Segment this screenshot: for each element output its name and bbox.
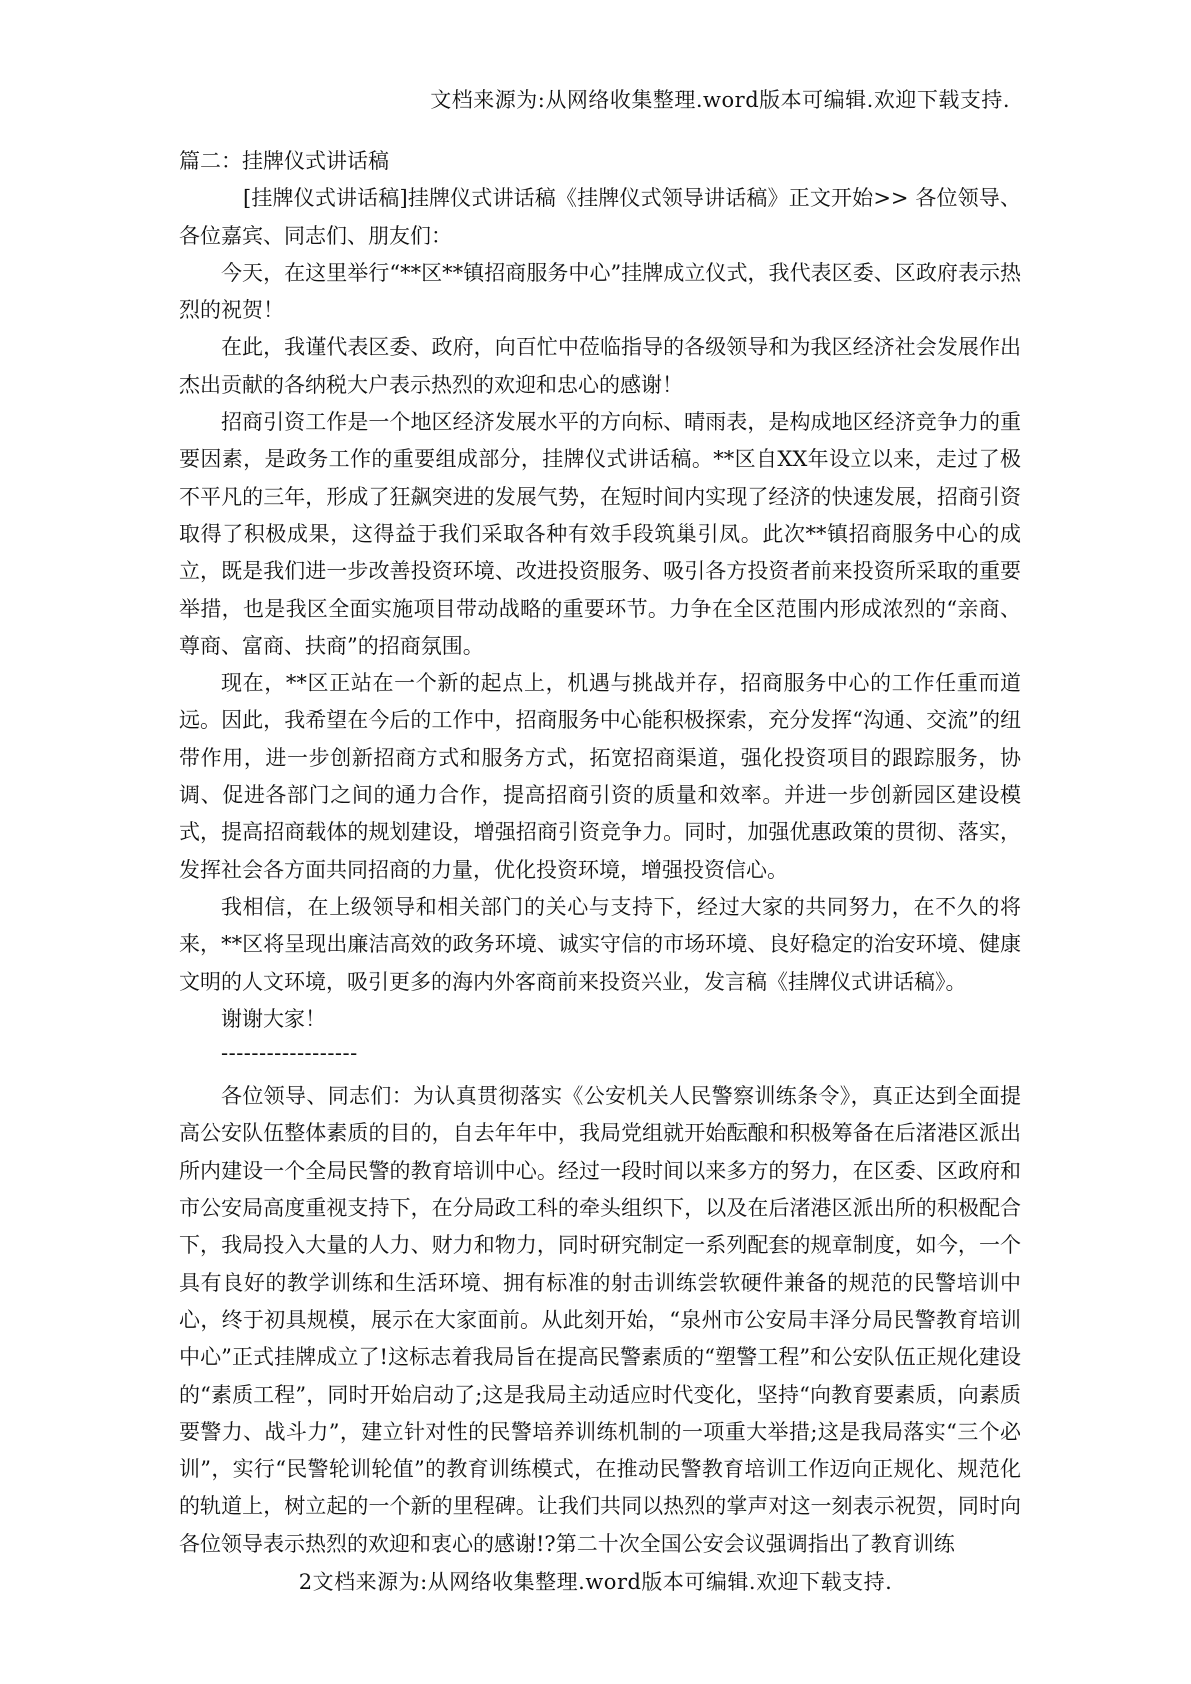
paragraph: 我相信，在上级领导和相关部门的关心与支持下，经过大家的共同努力，在不久的将来，**区将呈现出廉洁高效的政务环境、诚实守信的市场环境、良好稳定的治安环境、健康文明的人文环境，吸引更多的海内外客商前来投资兴业，发言稿《挂牌仪式讲话稿》。	[179, 894, 1021, 994]
paragraph: 现在，**区正站在一个新的起点上，机遇与挑战并存，招商服务中心的工作任重而道远。因此，我希望在今后的工作中，招商服务中心能积极探索，充分发挥“沟通、交流”的纽带作用，进一步创新招商方式和服务方式，拓宽招商渠道，强化投资项目的跟踪服务，协调、促进各部门之间的通力合作，提高招商引资的质量和效率。并进一步创新园区建设模式，提高招商载体的规划建设，增强招商引资竞争力。同时，加强优惠政策的贯彻、落实，发挥社会各方面共同招商的力量，优化投资环境，增强投资信心。	[179, 671, 1021, 882]
page-header	[430, 84, 1010, 114]
page-number: 2	[298, 1570, 313, 1594]
paragraph: 今天，在这里举行“**区**镇招商服务中心”挂牌成立仪式，我代表区委、区政府表示热烈的祝贺！	[179, 260, 1021, 323]
paragraph: 各位领导、同志们：为认真贯彻落实《公安机关人民警察训练条令》，真正达到全面提高公安队伍整体素质的目的，自去年年中，我局党组就开始酝酿和积极筹备在后渚港区派出所内建设一个全局民警的教育培训中心。经过一段时间以来多方的努力，在区委、区政府和市公安局高度重视支持下，在分局政工科的牵头组织下，以及在后渚港区派出所的积极配合下，我局投入大量的人力、财力和物力，同时研究制定一系列配套的规章制度，如今，一个具有良好的教学训练和生活环境、拥有标准的射击训练尝软硬件兼备的规范的民警培训中心，终于初具规模，展示在大家面前。从此刻开始，“泉州市公安局丰泽分局民警教育培训中心”正式挂牌成立了!这标志着我局旨在提高民警素质的“塑警工程”和公安队伍正规化建设的“素质工程”，同时开始启动了;这是我局主动适应时代变化，坚持“向教育要素质，向素质要警力、战斗力”，建立针对性的民警培养训练机制的一项重大举措;这是我局落实“三个必训”，实行“民警轮训轮值”的教育训练模式，在推动民警教育培训工作迈向正规化、规范化的轨道上，树立起的一个新的里程碑。让我们共同以热烈的掌声对这一刻表示祝贺，同时向各位领导表示热烈的欢迎和衷心的感谢!?第二十次全国公安会议强调指出了教育训练	[179, 1084, 1021, 1556]
section-title: 篇二：挂牌仪式讲话稿	[179, 149, 389, 173]
paragraph: 招商引资工作是一个地区经济发展水平的方向标、晴雨表，是构成地区经济竞争力的重要因素，是政务工作的重要组成部分，挂牌仪式讲话稿。**区自XX年设立以来，走过了极不平凡的三年，形成了狂飙突进的发展气势，在短时间内实现了经济的快速发展，招商引资取得了积极成果，这得益于我们采取各种有效手段筑巢引凤。此次**镇招商服务中心的成立，既是我们进一步改善投资环境、改进投资服务、吸引各方投资者前来投资所采取的重要举措，也是我区全面实施项目带动战略的重要环节。力争在全区范围内形成浓烈的“亲商、尊商、富商、扶商”的招商氛围。	[179, 410, 1021, 658]
paragraph-thanks: 谢谢大家！	[221, 1006, 326, 1031]
paragraph-intro: [挂牌仪式讲话稿]挂牌仪式讲话稿《挂牌仪式领导讲话稿》正文开始>> 各位领导、各位嘉宾、同志们、朋友们：	[179, 186, 1021, 248]
section-separator: ------------------	[221, 1041, 358, 1066]
page-footer	[0, 1566, 1191, 1596]
document-body	[179, 143, 1021, 1563]
paragraph: 在此，我谨代表区委、政府，向百忙中莅临指导的各级领导和为我区经济社会发展作出杰出贡献的各纳税大户表示热烈的欢迎和忠心的感谢！	[179, 335, 1021, 397]
footer-text: 文档来源为:从网络收集整理.word版本可编辑.欢迎下载支持.	[312, 1570, 893, 1594]
header-text: 文档来源为:从网络收集整理.word版本可编辑.欢迎下载支持.	[430, 88, 1010, 112]
